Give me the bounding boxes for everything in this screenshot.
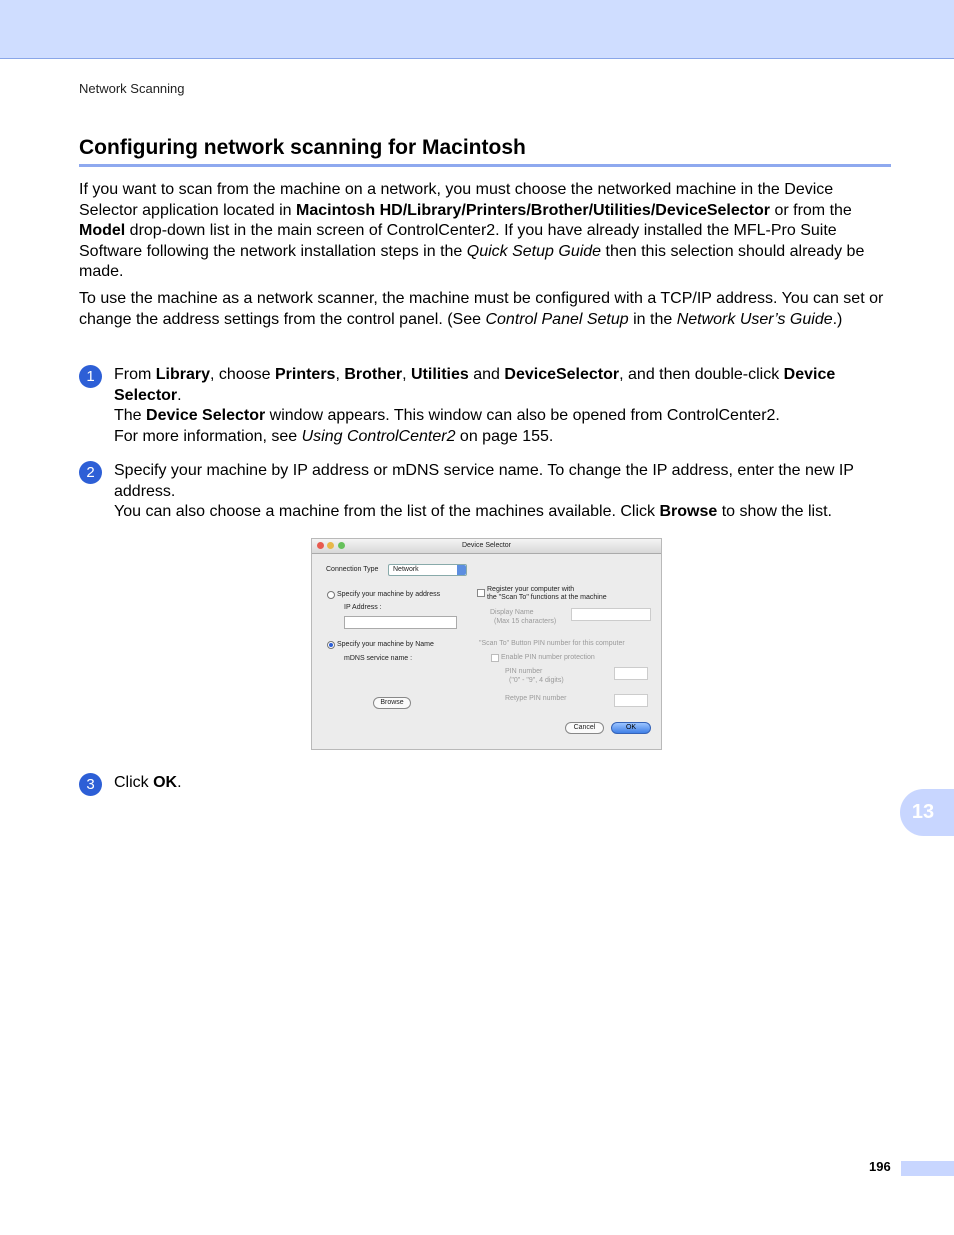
pin-header: "Scan To" Button PIN number for this computer: [479, 640, 625, 647]
step-number-badge: 3: [79, 773, 102, 796]
section-title: Configuring network scanning for Macintosh: [79, 136, 891, 167]
connection-type-label: Connection Type: [326, 566, 379, 573]
specify-by-address-radio[interactable]: [327, 591, 335, 599]
running-title: Network Scanning: [79, 81, 185, 96]
step-3-text: Click OK.: [114, 774, 182, 791]
retype-pin-label: Retype PIN number: [505, 695, 567, 702]
specify-by-name-radio[interactable]: [327, 641, 335, 649]
specify-by-address-label: Specify your machine by address: [337, 591, 441, 598]
mdns-service-name-label: mDNS service name :: [344, 655, 413, 662]
popup-arrows-icon: [457, 565, 466, 575]
enable-pin-label: Enable PIN number protection: [501, 654, 595, 661]
display-name-input[interactable]: [571, 608, 651, 621]
connection-type-value: Network: [393, 566, 419, 573]
dialog-title: Device Selector: [461, 542, 512, 549]
dialog-titlebar: [312, 539, 661, 554]
connection-type-select[interactable]: [388, 564, 467, 576]
step-1-text: From Library, choose Printers, Brother, Utilities and DeviceSelector, and then double-click Device Selector. The Device Selector window appears. This window can also be opened from ControlCenter2. For more information, see Using ControlCenter2 on page 155.: [114, 366, 836, 445]
enable-pin-checkbox[interactable]: [491, 654, 499, 662]
step-2-text: Specify your machine by IP address or mDNS service name. To change the IP address, enter the new IP address. You can also choose a machine from the list of the machines available. Click Browse to show the list.: [114, 462, 854, 520]
header-band: [0, 0, 954, 59]
step-number-badge: 1: [79, 365, 102, 388]
page-number: 196: [869, 1159, 891, 1174]
cancel-button[interactable]: Cancel: [565, 722, 604, 734]
ip-address-input[interactable]: [344, 616, 457, 629]
ip-address-label: IP Address :: [344, 604, 382, 611]
browse-button[interactable]: Browse: [373, 697, 411, 709]
register-computer-checkbox[interactable]: [477, 589, 485, 597]
register-line-2: the "Scan To" functions at the machine: [487, 594, 607, 601]
specify-by-name-label: Specify your machine by Name: [337, 641, 434, 648]
retype-pin-input[interactable]: [614, 694, 648, 707]
step-number-badge: 2: [79, 461, 102, 484]
device-selector-dialog: [311, 538, 662, 750]
pin-hint: ("0" - "9", 4 digits): [509, 677, 564, 684]
tcpip-paragraph: To use the machine as a network scanner, the machine must be configured with a TCP/IP address. You can set or change the address settings from the control panel. (See Control Panel Setup in the Network User’s Guide.): [79, 290, 884, 328]
intro-paragraph: If you want to scan from the machine on a network, you must choose the networked machine in the Device Selector application located in Macintosh HD/Library/Printers/Brother/Utilities/DeviceSelector or from the Model drop-down list in the main screen of ControlCenter2. If you have already installed the MFL-Pro Suite Software following the network installation steps in the Quick Setup Guide then this selection should already be made.: [79, 181, 865, 280]
ok-button[interactable]: OK: [611, 722, 651, 734]
register-line-1: Register your computer with: [487, 586, 575, 593]
pin-number-label: PIN number: [505, 668, 543, 675]
display-name-label: Display Name: [490, 609, 534, 616]
page-number-bar: [901, 1161, 954, 1176]
chapter-tab: 13: [900, 789, 954, 836]
pin-number-input[interactable]: [614, 667, 648, 680]
max-characters-hint: (Max 15 characters): [494, 618, 557, 625]
